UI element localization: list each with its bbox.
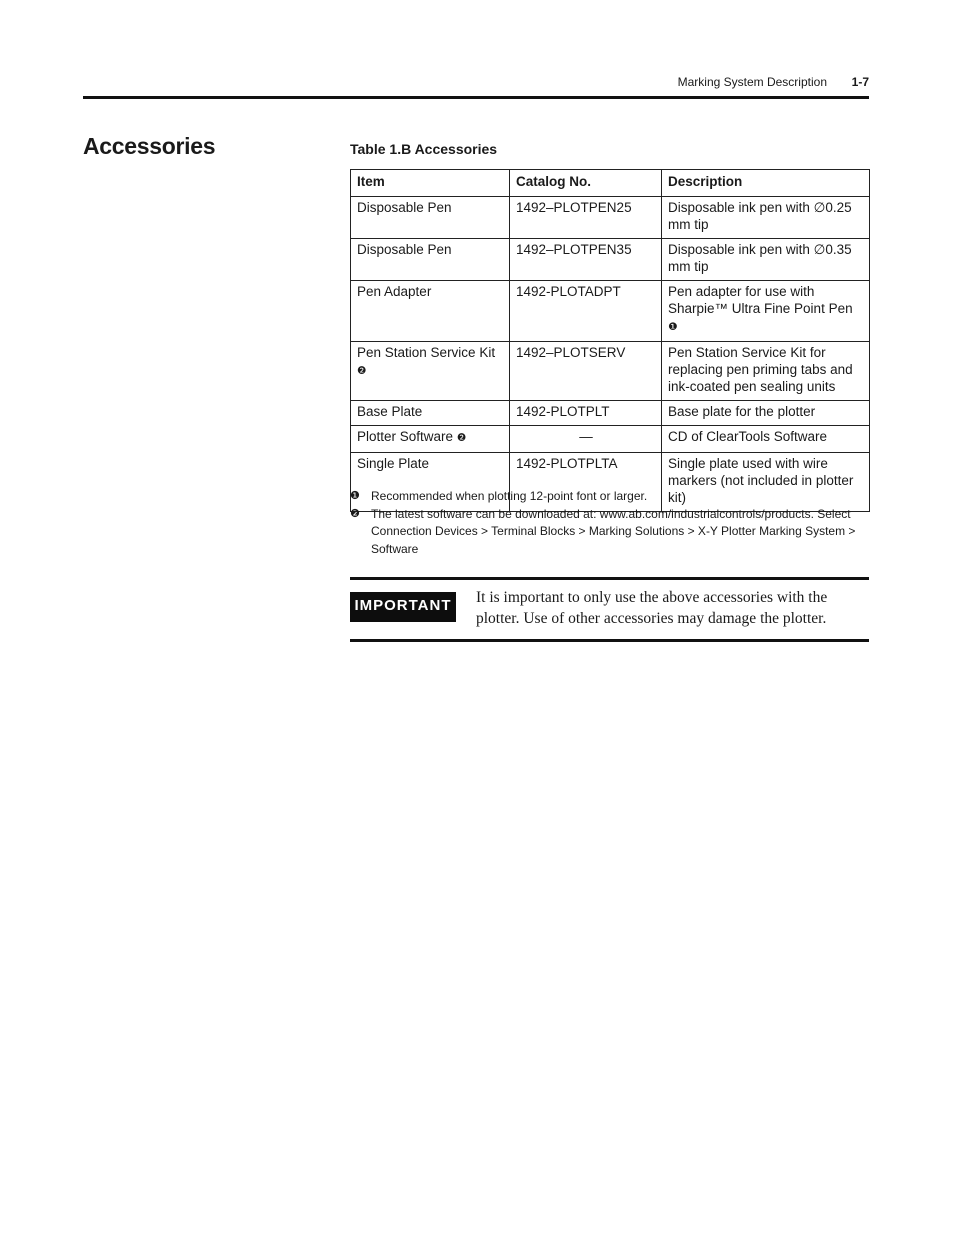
important-text: It is important to only use the above accessories with the plotter. Use of other accessories may damage the plotter. [476,589,828,627]
catalog-cell: 1492–PLOTSERV [510,342,662,401]
header-section-title: Marking System Description [677,75,827,89]
table-row [351,239,870,281]
item-text: Single Plate [357,456,430,471]
table-row [351,281,870,342]
description-cell [662,401,870,426]
column-header-description: Description [662,170,870,197]
item-cell [351,281,510,342]
footnote-ref-2: ❷ [456,432,467,444]
catalog-cell: 1492-PLOTADPT [510,281,662,342]
table-footnotes [350,488,869,558]
item-text: Pen Station Service Kit [357,345,496,360]
item-text: Plotter Software [357,429,454,444]
header-rule [83,96,869,99]
column-header-item: Item [351,170,510,197]
description-cell [662,281,870,342]
item-text: Disposable Pen [357,200,452,215]
important-rule-top [350,577,869,580]
table-header-row [351,170,870,197]
important-badge: IMPORTANT [350,592,456,622]
item-text: Pen Adapter [357,284,432,299]
footnote-text: The latest software can be downloaded at: www.ab.com/industrialcontrols/products. Select Connection Devices > Terminal Blocks > Marking Solutions > X-Y Plotter Marking System > Software [371,506,856,556]
footnote-2 [350,506,869,559]
description-text: CD of ClearTools Software [668,429,828,444]
catalog-cell: — [510,426,662,453]
footnote-mark: ❷ [350,507,360,520]
footnote-text: Recommended when plotting 12-point font or larger. [371,489,648,503]
catalog-cell: 1492-PLOTPLT [510,401,662,426]
catalog-cell: 1492-PLOTPLTA [510,453,662,512]
item-cell [351,401,510,426]
description-cell [662,239,870,281]
footnote-1 [350,488,869,506]
description-cell [662,426,870,453]
table-row [351,401,870,426]
footnote-mark: ❶ [350,490,360,502]
footnote-ref-1: ❶ [668,321,678,333]
important-rule-bottom [350,639,869,642]
page-header [83,74,869,92]
description-text: Disposable ink pen with ∅0.25 mm tip [668,200,852,232]
description-cell [662,342,870,401]
page-number: 1-7 [851,75,869,89]
catalog-cell: 1492–PLOTPEN25 [510,197,662,239]
catalog-cell: 1492–PLOTPEN35 [510,239,662,281]
item-cell [351,342,510,401]
description-text: Base plate for the plotter [668,404,816,419]
item-cell [351,426,510,453]
section-title: Accessories [83,133,216,159]
description-text: Pen Station Service Kit for replacing pen priming tabs and ink-coated pen sealing units [668,345,853,394]
table-row [351,197,870,239]
table-row [351,426,870,453]
table-row [351,342,870,401]
item-text: Base Plate [357,404,423,419]
item-text: Disposable Pen [357,242,452,257]
accessories-table [350,169,870,512]
description-cell [662,197,870,239]
table-caption: Table 1.B Accessories [350,141,498,157]
column-header-catalog: Catalog No. [510,170,662,197]
description-text: Single plate used with wire markers (not included in plotter kit) [668,456,854,505]
item-cell [351,239,510,281]
description-text: Disposable ink pen with ∅0.35 mm tip [668,242,852,274]
item-cell [351,197,510,239]
footnote-ref-2: ❷ [357,365,367,377]
description-text: Pen adapter for use with Sharpie™ Ultra Fine Point Pen [668,284,853,316]
